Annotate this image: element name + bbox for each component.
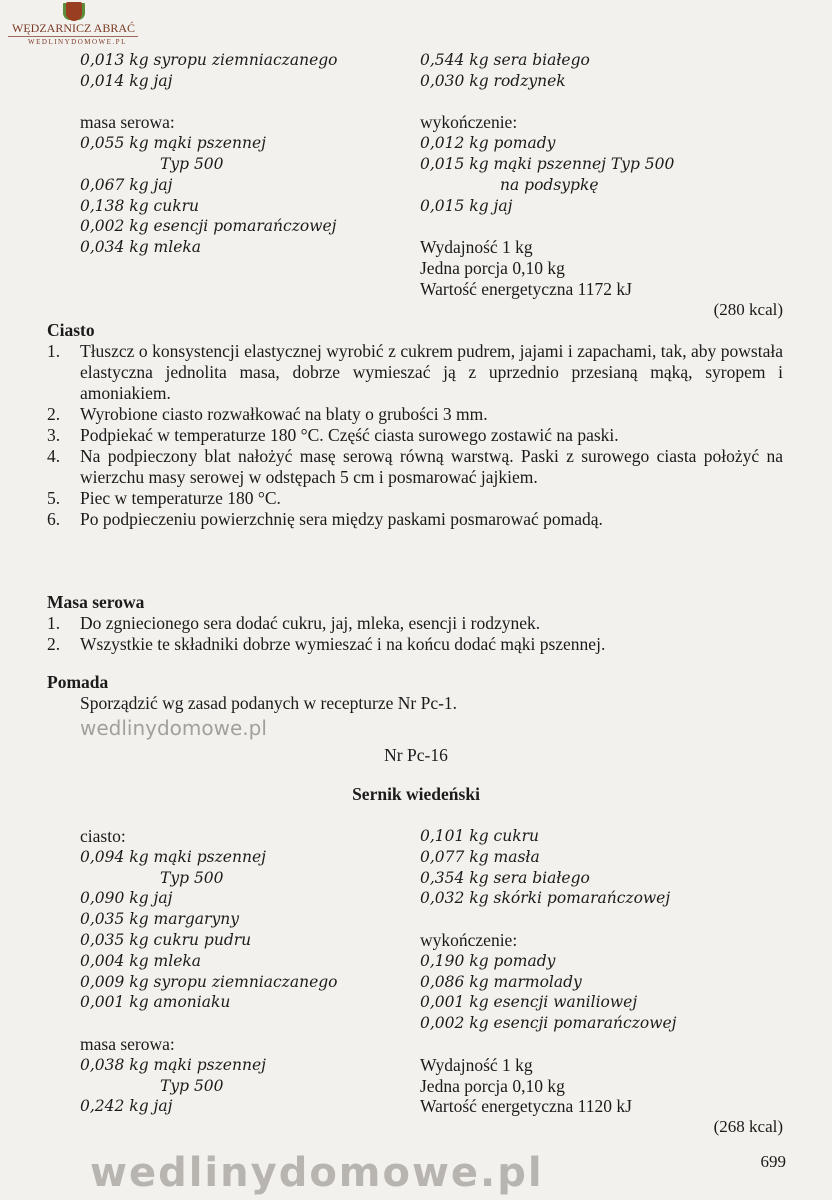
- instruction-step: [47, 341, 783, 404]
- instruction-step: [47, 613, 783, 634]
- list-item-ingredient: 0,002 kg esencji pomarańczowej: [80, 217, 337, 236]
- list-item-ingredient: 0,004 kg mleka: [80, 951, 202, 970]
- section-heading: Ciasto: [47, 320, 95, 340]
- list-item-continuation: na podsypkę: [500, 175, 599, 194]
- list-item-continuation: Typ 500: [160, 1076, 224, 1095]
- step-number: 1.: [47, 613, 61, 633]
- step-number: 4.: [47, 446, 61, 466]
- list-item-ingredient: 0,009 kg syropu ziemniaczanego: [80, 972, 338, 991]
- section-heading: Pomada: [47, 672, 109, 692]
- list-item-info: Wydajność 1 kg: [420, 1054, 533, 1075]
- page-number: 699: [760, 1152, 786, 1171]
- section-ciasto: [47, 320, 783, 530]
- step-text: Podpiekać w temperaturze 180 °C. Część ciasta surowego zostawić na paski.: [80, 425, 619, 445]
- list-item-label: masa serowa:: [80, 112, 175, 133]
- instruction-step: [47, 488, 783, 509]
- step-number: 2.: [47, 634, 61, 654]
- list-item-ingredient: 0,015 kg mąki pszennej Typ 500: [420, 154, 675, 173]
- step-text: Tłuszcz o konsystencji elastycznej wyrobić z cukrem pudrem, jajami i zapachami, tak, aby powstała elastyczna jednolita masa, dobrze wymieszać ją z uprzednio przesianą mąką, syropem i amoniakiem.: [80, 341, 783, 403]
- list-item-ingredient: 0,138 kg cukru: [80, 196, 199, 215]
- recipe1-right-column: [420, 50, 783, 320]
- spacer: [80, 92, 338, 113]
- step-number: 6.: [47, 509, 61, 529]
- list-item-info: Wydajność 1 kg: [420, 237, 533, 258]
- step-text: Na podpieczony blat nałożyć masę serową równą warstwą. Paski z surowego ciasta położyć na wierzchu masy serowej w odstępach 5 cm i posmarować jajkiem.: [80, 446, 783, 487]
- instruction-step: [47, 425, 783, 446]
- list-item-ingredient: 0,032 kg skórki pomarańczowej: [420, 889, 671, 908]
- recipe-title: Sernik wiedeński: [352, 784, 480, 804]
- instruction-step: [47, 404, 783, 425]
- list-item-ingredient: 0,354 kg sera białego: [420, 868, 590, 887]
- instruction-step: [47, 509, 783, 530]
- list-item-ingredient: 0,015 kg jaj: [420, 196, 513, 215]
- step-text: Wszystkie te składniki dobrze wymieszać i na końcu dodać mąki pszennej.: [80, 634, 606, 654]
- list-item-ingredient: 0,012 kg pomady: [420, 134, 556, 153]
- logo-url: WEDLINYDOMOWE.PL: [28, 38, 127, 46]
- list-item-label: wykończenie:: [420, 929, 518, 950]
- list-item-ingredient: 0,001 kg esencji waniliowej: [420, 993, 638, 1012]
- recipe2-right-column: [420, 826, 783, 1138]
- step-number: 1.: [47, 341, 61, 361]
- recipe-number: Nr Pc-16: [384, 745, 448, 765]
- list-item-ingredient: 0,086 kg marmolady: [420, 972, 582, 991]
- logo: [8, 0, 148, 48]
- list-item-label: wykończenie:: [420, 112, 518, 133]
- list-item-info: Wartość energetyczna 1172 kJ: [420, 278, 632, 299]
- step-number: 2.: [47, 404, 61, 424]
- list-item-continuation: Typ 500: [160, 868, 224, 887]
- list-item-label: masa serowa:: [80, 1033, 175, 1054]
- watermark-bottom: wedlinydomowe.pl: [90, 1150, 544, 1196]
- list-item-ingredient: 0,190 kg pomady: [420, 951, 556, 970]
- instruction-step: [47, 446, 783, 488]
- list-item-ingredient: 0,094 kg mąki pszennej: [80, 847, 266, 866]
- list-item-ingredient: 0,101 kg cukru: [420, 827, 539, 845]
- logo-shield-icon: [66, 2, 82, 21]
- step-text: Po podpieczeniu powierzchnię sera między paskami posmarować pomadą.: [80, 509, 603, 529]
- list-item-ingredient: 0,242 kg jaj: [80, 1097, 173, 1116]
- section-text: Sporządzić wg zasad podanych w recepturze Nr Pc-1.: [80, 693, 458, 713]
- spacer: [420, 1034, 783, 1055]
- list-item-ingredient: 0,030 kg rodzynek: [420, 71, 566, 90]
- list-item-info: Wartość energetyczna 1120 kJ: [420, 1096, 632, 1117]
- list-item-ingredient: 0,013 kg syropu ziemniaczanego: [80, 51, 338, 69]
- section-masa-serowa: [47, 592, 783, 655]
- section-heading: Masa serowa: [47, 592, 145, 612]
- watermark-diagonal: wedlinydomowe.pl: [80, 716, 267, 740]
- list-item-ingredient: 0,055 kg mąki pszennej: [80, 134, 266, 153]
- step-text: Wyrobione ciasto rozwałkować na blaty o grubości 3 mm.: [80, 404, 488, 424]
- recipe2-left-column: [80, 826, 338, 1117]
- list-item-ingredient: 0,544 kg sera białego: [420, 51, 590, 69]
- spacer: [420, 909, 783, 930]
- list-item-label: ciasto:: [80, 826, 126, 846]
- list-item-ingredient: 0,077 kg masła: [420, 847, 540, 866]
- list-item-ingredient: 0,035 kg margaryny: [80, 910, 239, 929]
- instruction-step: [47, 634, 783, 655]
- list-item-ingredient: 0,002 kg esencji pomarańczowej: [420, 1014, 677, 1033]
- step-text: Do zgniecionego sera dodać cukru, jaj, mleka, esencji i rodzynek.: [80, 613, 541, 633]
- list-item-ingredient: 0,014 kg jaj: [80, 71, 173, 90]
- spacer: [420, 92, 783, 113]
- list-item-info: Jedna porcja 0,10 kg: [420, 1075, 565, 1096]
- step-text: Piec w temperaturze 180 °C.: [80, 488, 281, 508]
- spacer: [420, 216, 783, 237]
- list-item-note: (280 kcal): [713, 299, 783, 319]
- list-item-ingredient: 0,038 kg mąki pszennej: [80, 1055, 266, 1074]
- list-item-ingredient: 0,035 kg cukru pudru: [80, 930, 252, 949]
- list-item-note: (268 kcal): [713, 1117, 783, 1137]
- spacer: [80, 1013, 338, 1034]
- list-item-ingredient: 0,067 kg jaj: [80, 175, 173, 194]
- recipe1-left-column: [80, 50, 338, 258]
- logo-divider: [8, 36, 138, 37]
- section-pomada: [47, 672, 783, 714]
- step-number: 3.: [47, 425, 61, 445]
- list-item-ingredient: 0,034 kg mleka: [80, 238, 202, 257]
- list-item-info: Jedna porcja 0,10 kg: [420, 257, 565, 278]
- step-number: 5.: [47, 488, 61, 508]
- list-item-continuation: Typ 500: [160, 154, 224, 173]
- list-item-ingredient: 0,090 kg jaj: [80, 889, 173, 908]
- logo-name: WĘDZARNICZ ABRAĆ: [12, 21, 135, 35]
- list-item-ingredient: 0,001 kg amoniaku: [80, 993, 231, 1012]
